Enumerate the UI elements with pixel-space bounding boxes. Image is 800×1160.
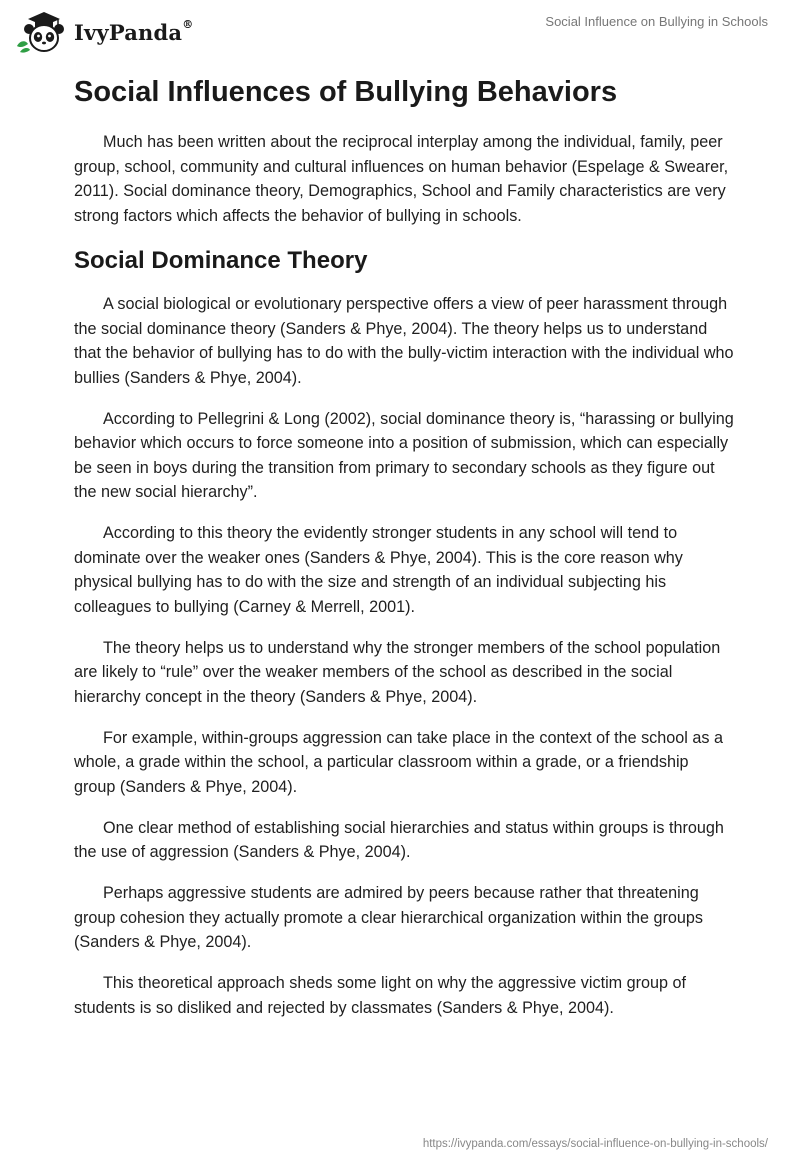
brand-name: IvyPanda® — [74, 17, 194, 45]
paragraph: According to Pellegrini & Long (2002), social dominance theory is, “harassing or bullying behavior which occurs to force someone into a position of submission, which can especially be seen in boys during the transition from primary to secondary schools as they figure out the new social hierarchy”. — [74, 409, 734, 501]
page-title: Social Influences of Bullying Behaviors — [74, 76, 618, 108]
page-header — [0, 0, 800, 60]
paragraph: A social biological or evolutionary perspective offers a view of peer harassment through the social dominance theory (Sanders & Phye, 2004). The theory helps us to understand that the behavior of bullying has to do with the bully-victim interaction with the individual who bullies (Sanders & Phye, 2004). — [74, 295, 734, 387]
brand-logo[interactable] — [14, 10, 193, 54]
section-heading: Social Dominance Theory — [74, 247, 368, 274]
paragraph: The theory helps us to understand why the stronger members of the school population are likely to “rule” over the weaker members of the school as described in the social hierarchy concept in the theory (Sanders & Phye, 2004). — [74, 638, 721, 706]
paragraph: One clear method of establishing social hierarchies and status within groups is through the use of aggression (Sanders & Phye, 2004). — [74, 818, 724, 861]
paragraph: For example, within-groups aggression can take place in the context of the school as a whole, a grade within the school, a particular classroom within a grade, or a friendship group (Sanders & Phye, 2004). — [74, 728, 723, 796]
document-header-title: Social Influence on Bullying in Schools — [545, 14, 768, 29]
panda-graduation-cap-icon — [14, 10, 72, 54]
paragraph: According to this theory the evidently stronger students in any school will tend to dominate over the weaker ones (Sanders & Phye, 2004). This is the core reason why physical bullying has to do with the size and strength of an individual subjecting his colleagues to bullying (Carney & Merrell, 2001). — [74, 524, 683, 616]
intro-paragraph: Much has been written about the reciprocal interplay among the individual, family, peer group, school, community and cultural influences on human behavior (Espelage & Swearer, 2011). Social dominance theory, Demographics, School and Family characteristics are very strong factors which affects the behavior of bullying in schools. — [74, 133, 729, 225]
paragraph: This theoretical approach sheds some light on why the aggressive victim group of students is so disliked and rejected by classmates (Sanders & Phye, 2004). — [74, 974, 687, 1017]
footer-url[interactable]: https://ivypanda.com/essays/social-influence-on-bullying-in-schools/ — [422, 1138, 768, 1150]
essay-content — [74, 74, 734, 1037]
paragraph: Perhaps aggressive students are admired by peers because rather that threatening group cohesion they actually promote a clear hierarchical organization within the groups (Sanders & Phye, 2004). — [74, 884, 703, 951]
